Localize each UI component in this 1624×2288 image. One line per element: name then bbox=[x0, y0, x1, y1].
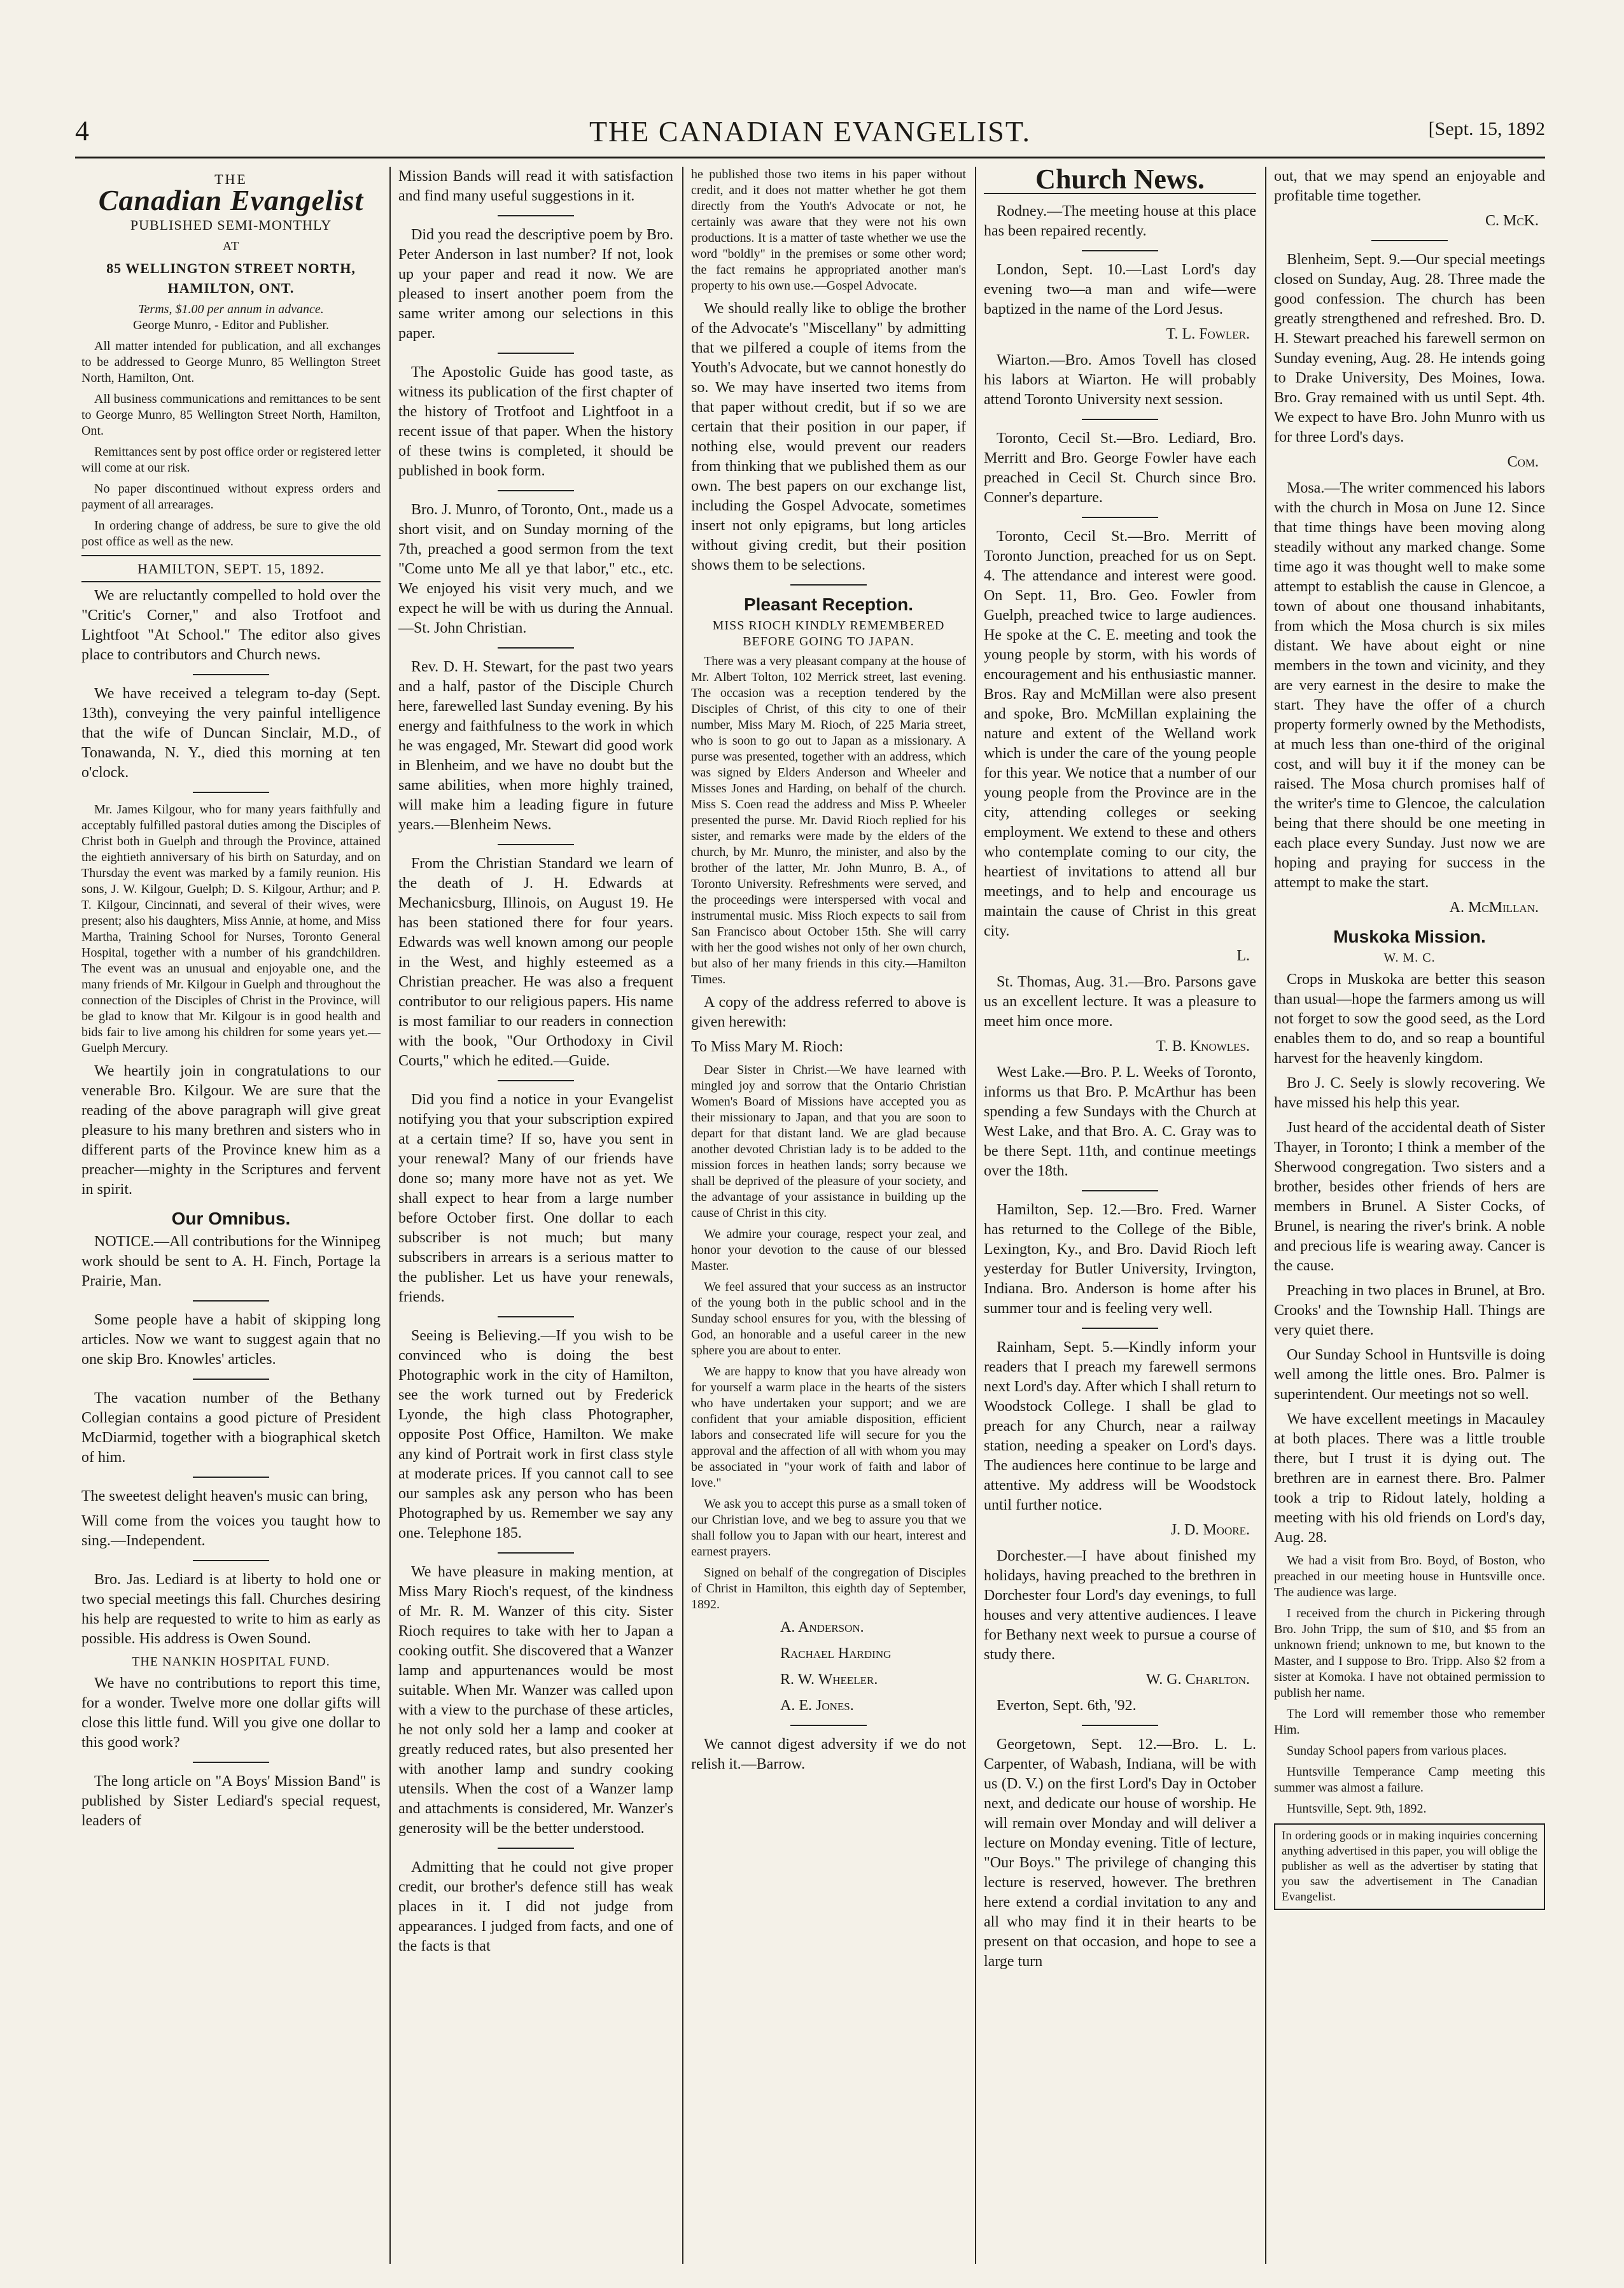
separator bbox=[498, 647, 574, 649]
column-4 bbox=[984, 167, 1256, 2267]
column-3 bbox=[691, 167, 966, 2267]
news-signature: L. bbox=[1236, 948, 1250, 964]
editorial-paragraph: We heartily join in congratulations to our venerable Bro. Kilgour. We are sure that the reading of the above paragraph will give great pleasure to his many brethren and sisters who in different parts of the Province knew him as a preacher—mighty in the Scriptures and fervent in spirit. bbox=[81, 1063, 381, 1198]
news-signature: Com. bbox=[1507, 454, 1539, 470]
masthead-rule bbox=[75, 157, 1545, 158]
omnibus-item: Some people have a habit of skipping long articles. Now we want to suggest again that no one skip Bro. Knowles' articles. bbox=[81, 1312, 381, 1368]
mission-paragraph: Huntsville Temperance Camp meeting this summer was almost a failure. bbox=[1274, 1765, 1545, 1795]
mission-paragraph: Our Sunday School in Huntsville is doing well among the little ones. Bro. Palmer is superintendent. Our meetings not so well. bbox=[1274, 1347, 1545, 1403]
address-paragraph: We admire your courage, respect your zeal, and honor your devotion to the cause of our blessed Master. bbox=[691, 1227, 966, 1273]
publication-notice: All business communications and remittances to be sent to George Munro, 85 Wellington Street North, Hamilton, Ont. bbox=[81, 392, 381, 438]
article-paragraph: We should really like to oblige the brother of the Advocate's "Miscellany" by admitting that we pilfered a couple of items from the Youth's Advocate, but we cannot honestly do so. We may have inserted two items from that paper without credit, but if so we are certain that their position in our paper, if nothing else, would prevent our readers from thinking that we published them as our own. The best papers on our exchange list, including the Gospel Advocate, sometimes insert not only epigrams, but long articles without giving credit, but their position shows them to be selections. bbox=[691, 300, 966, 573]
separator bbox=[193, 674, 269, 675]
separator bbox=[498, 1316, 574, 1317]
article-paragraph: Mission Bands will read it with satisfaction and find many useful suggestions in it. bbox=[398, 168, 673, 204]
address-paragraph: Signed on behalf of the congregation of Disciples of Christ in Hamilton, this eighth day of September, 1892. bbox=[691, 1566, 966, 1611]
news-item: Mosa.—The writer commenced his labors with the church in Mosa on June 12. Since that time things have been moving along steadily without any marked change. Some time ago it was thought well to make some attempt to establish the cause in Glencoe, a town of about one thousand inhabitants, from which the Mosa church is six miles distant. We have about eight or nine members in the town and vicinity, and they are very earnest in the desire to make the start. They have the offer of a church property formerly owned by the Methodists, at much less than one-third of the original cost, and will buy it if the money can be raised. The Mosa church promises half of the writer's time to Glencoe, the calculation being that there should be one meeting in each place every Sunday. Just now we are hoping and praying for success in the attempt to make the start. bbox=[1274, 480, 1545, 891]
news-item: Wiarton.—Bro. Amos Tovell has closed his labors at Wiarton. He will probably attend Toronto University next session. bbox=[984, 352, 1256, 408]
separator bbox=[1082, 1190, 1158, 1191]
news-item: Rodney.—The meeting house at this place has been repaired recently. bbox=[984, 203, 1256, 239]
omnibus-item: We have no contributions to report this time, for a wonder. Twelve more one dollar gifts will close this little fund. Will you give one dollar to this good work? bbox=[81, 1675, 381, 1751]
separator bbox=[498, 844, 574, 845]
separator bbox=[193, 1300, 269, 1302]
verse-line: The sweetest delight heaven's music can bring, bbox=[81, 1488, 368, 1505]
separator bbox=[498, 215, 574, 216]
mission-paragraph: I received from the church in Pickering through Bro. John Tripp, the sum of $10, and $5 from an unknown friend; unknown to me, but known to the Master, and I suppose to Bro. Tripp. Also $2 from a sister at Komoka. I have not obtained permission to publish her name. bbox=[1274, 1606, 1545, 1700]
news-signature: J. D. Moore. bbox=[1170, 1522, 1250, 1538]
news-item: Dorchester.—I have about finished my holidays, having preached to the brethren in Dorchester four Lord's day evenings, to full houses and very attentive audiences. I leave for Bethany next week to pursue a course of study there. bbox=[984, 1548, 1256, 1663]
quotation: We cannot digest adversity if we do not relish it.—Barrow. bbox=[691, 1736, 966, 1772]
mission-paragraph: We have excellent meetings in Macauley at both places. There was a little trouble there, but I trust it is dying out. The brethren are in earnest there. Bro. Palmer took a trip to Ridout lately, holding a meeting with his old friends on Lord's day, Aug. 28. bbox=[1274, 1411, 1545, 1546]
article-paragraph: There was a very pleasant company at the house of Mr. Albert Tolton, 102 Merrick street, last evening. The occasion was a reception tendered by the Disciples of Christ, of this city to one of their number, Miss Mary M. Rioch, of 225 Maria street, who is soon to go out to Japan as a missionary. A purse was presented, together with an address, which was signed by Elders Anderson and Wheeler and Misses Jones and Harding, on behalf of the church. Miss S. Coen read the address and Miss P. Wheeler presented the purse. Mr. David Rioch replied for his sister, and remarks were made by the elders of the church, by Mr. Munro, the minister, and also by the brother of the latter, Mr. John Munro, B. A., of Toronto University. Refreshments were served, and the proceedings were interspersed with vocal and instrumental music. Miss Rioch expects to sail from San Francisco about October 15th. She will carry with her the good wishes not only of her own church, but also of her many friends in this city.—Hamilton Times. bbox=[691, 654, 966, 986]
subscription-terms: Terms, $1.00 per annum in advance. bbox=[138, 302, 324, 316]
mission-dateline: Huntsville, Sept. 9th, 1892. bbox=[1287, 1802, 1427, 1816]
editorial-dateline: HAMILTON, SEPT. 15, 1892. bbox=[81, 555, 381, 582]
news-item: Hamilton, Sep. 12.—Bro. Fred. Warner has returned to the College of the Bible, Lexington, Ky., and Bro. David Rioch left yesterday for Butler University, Irvington, Indiana. Bro. Anderson is home after his summer tour and is feeling very well. bbox=[984, 1202, 1256, 1317]
news-item: Rainham, Sept. 5.—Kindly inform your readers that I preach my farewell sermons next Lord's day. After which I shall return to Woodstock College. I shall be glad to preach for any Church, near a railway station, needing a speaker on Lord's days. The audiences here continue to be large and attentive. My address will be Woodstock until further notice. bbox=[984, 1339, 1256, 1513]
separator bbox=[498, 353, 574, 354]
separator bbox=[498, 1848, 574, 1849]
article-paragraph: Admitting that he could not give proper credit, our brother's defence still has weak places in it. I did not judge from appearances. I judged from facts, and one of the facts is that bbox=[398, 1859, 673, 1955]
publication-at: AT bbox=[222, 239, 240, 253]
address-paragraph: We are happy to know that you have already won for yourself a warm place in the hearts of the sisters who have undertaken your support; and we are confident that your amiable disposition, efficient labors and consecrated life will secure for you the approval and the affection of all with whom you may be associated in "your work of faith and labor of love." bbox=[691, 1365, 966, 1490]
news-signature: A. McMillan. bbox=[1449, 899, 1539, 916]
editorial-paragraph: We have received a telegram to-day (Sept. 13th), conveying the very painful intelligence that the wife of Duncan Sinclair, M.D., of Tonawanda, N. Y., died this morning at ten o'clock. bbox=[81, 685, 381, 781]
news-item: St. Thomas, Aug. 31.—Bro. Parsons gave us an excellent lecture. It was a pleasure to meet him once more. bbox=[984, 974, 1256, 1030]
separator bbox=[193, 792, 269, 793]
subsection-heading: MISS RIOCH KINDLY REMEMBERED BEFORE GOING TO JAPAN. bbox=[712, 619, 945, 649]
verse-line: Will come from the voices you taught how to sing.—Independent. bbox=[81, 1513, 381, 1549]
column-divider bbox=[975, 167, 976, 2264]
separator bbox=[1082, 517, 1158, 518]
news-signature: W. G. Charlton. bbox=[1145, 1671, 1250, 1688]
newspaper-title: THE CANADIAN EVANGELIST. bbox=[589, 115, 1032, 148]
publication-notice: All matter intended for publication, and all exchanges to be addressed to George Munro, 85 Wellington Street North, Hamilton, Ont. bbox=[81, 339, 381, 385]
news-date: Everton, Sept. 6th, '92. bbox=[997, 1697, 1137, 1714]
article-paragraph: Did you find a notice in your Evangelist notifying you that your subscription expired at a certain time? If so, have you sent in your renewal? Many of our friends have done so; many more have not as yet. We shall expect to hear from a large number before October first. One dollar to each subscriber is not much; but many subscribers in arrears is a serious matter to the publisher. Let us have your renewals, friends. bbox=[398, 1091, 673, 1305]
separator bbox=[1371, 240, 1448, 241]
publication-notice: No paper discontinued without express orders and payment of all arrearages. bbox=[81, 482, 381, 512]
publication-address: 85 WELLINGTON STREET NORTH, HAMILTON, ONT. bbox=[106, 260, 356, 296]
article-paragraph: Bro. J. Munro, of Toronto, Ont., made us a short visit, and on Sunday morning of the 7th, preached a good sermon from the text "Come unto Me all ye that labor," etc., etc. We enjoyed his visit very much, and we expect he will be with us during the Annual.—St. John Christian. bbox=[398, 502, 673, 636]
advertiser-notice: In ordering goods or in making inquiries concerning anything advertised in this paper, you will oblige the publisher as well as the advertiser by stating that you saw the advertisement in The Canadian Evangelist. bbox=[1274, 1823, 1545, 1910]
separator bbox=[790, 584, 867, 586]
omnibus-item: Bro. Jas. Lediard is at liberty to hold one or two special meetings this fall. Churches desiring his help are requested to write to him as early as possible. His address is Owen Sound. bbox=[81, 1571, 381, 1647]
article-paragraph: Did you read the descriptive poem by Bro. Peter Anderson in last number? If not, look up your paper and read it now. We are pleased to insert another poem from the same writer among our selections in this paper. bbox=[398, 227, 673, 342]
column-divider bbox=[389, 167, 391, 2264]
subsection-heading: W. M. C. bbox=[1383, 951, 1436, 965]
signatory: R. W. Wheeler. bbox=[780, 1671, 878, 1688]
news-signature: C. McK. bbox=[1485, 213, 1539, 229]
masthead bbox=[75, 115, 1545, 153]
section-heading: Our Omnibus. bbox=[171, 1209, 291, 1228]
column-divider bbox=[682, 167, 683, 2264]
news-item: out, that we may spend an enjoyable and profitable time together. bbox=[1274, 168, 1545, 204]
separator bbox=[790, 1725, 867, 1726]
mission-paragraph: Just heard of the accidental death of Sister Thayer, in Toronto; I think a member of the Sherwood congregation. Two sisters and a brother, besides other friends of hers are members in Brunel. A Sister Cocks, of Brunel, is nearing the river's brink. A noble and precious life is wearing away. Cancer is the cause. bbox=[1274, 1119, 1545, 1274]
editorial-paragraph: We are reluctantly compelled to hold over the "Critic's Corner," and also Trotfoot and Lightfoot "At School." The editor also gives place to contributors and Church news. bbox=[81, 587, 381, 663]
column-divider bbox=[1265, 167, 1266, 2264]
news-item: West Lake.—Bro. P. L. Weeks of Toronto, informs us that Bro. P. McArthur has been spending a few Sundays with the Church at West Lake, and that Bro. A. C. Gray was to be there Sept. 11th, and continue meetings over the 18th. bbox=[984, 1064, 1256, 1179]
article-paragraph: From the Christian Standard we learn of the death of J. H. Edwards at Mechanicsburg, Illinois, on August 19. He has been stationed there for four years. Edwards was well known among our people in the West, and highly esteemed as a Christian preacher. He was also a frequent contributor to our religious papers. His name is most familiar to our readers in connection with the book, "Our Orthodoxy in Civil Courts," which he edited.—Guide. bbox=[398, 855, 673, 1069]
article-paragraph: Rev. D. H. Stewart, for the past two years and a half, pastor of the Disciple Church here, farewelled last Sunday evening. By his energy and faithfulness to the work in which he was engaged, Mr. Stewart did good work in Blenheim, and we have no doubt but the same abilities, when more highly trained, will make him a leading figure in future years.—Blenheim News. bbox=[398, 659, 673, 833]
separator bbox=[1082, 1328, 1158, 1329]
column-2 bbox=[398, 167, 673, 2267]
news-item: Toronto, Cecil St.—Bro. Lediard, Bro. Merritt and Bro. George Fowler have each preached in Cecil St. Church since Bro. Conner's departure. bbox=[984, 430, 1256, 506]
editor-line: George Munro, - Editor and Publisher. bbox=[133, 318, 329, 332]
article-paragraph: The Apostolic Guide has good taste, as witness its publication of the first chapter of the history of Trotfoot and Lightfoot in a recent issue of that paper. When the history of these twins is completed, it should be published in book form. bbox=[398, 364, 673, 479]
column-5 bbox=[1274, 167, 1545, 2267]
separator bbox=[498, 1080, 574, 1081]
separator bbox=[498, 490, 574, 491]
address-paragraph: Dear Sister in Christ.—We have learned with mingled joy and sorrow that the Ontario Christian Women's Board of Missions have accepted you as their missionary to Japan, and that you are soon to depart for that distant land. We are glad because another devoted Christian lady is to be added to the mission forces in heathen lands; sorry because we shall be deprived of the pleasure of your society, and the advantage of your assistance in building up the cause of Christ in this city. bbox=[691, 1063, 966, 1220]
column-1 bbox=[81, 167, 381, 2267]
article-paragraph: We have pleasure in making mention, at Miss Mary Rioch's request, of the kindness of Mr. R. M. Wanzer of this city. Sister Rioch requires to take with her to Japan a cooking outfit. She discovered that a Wanzer lamp and appurtenances would be most suitable. When Mr. Wanzer was called upon with a view to the purchase of these articles, he not only sold her a lamp and cooker at greatly reduced rates, but also presented her with another lamp and sundry cooking utensils. When the cost of a Wanzer lamp and attachments is considered, Mr. Wanzer's generosity will be the better understood. bbox=[398, 1564, 673, 1837]
separator bbox=[193, 1560, 269, 1561]
mission-paragraph: The Lord will remember those who remember Him. bbox=[1274, 1707, 1545, 1737]
separator bbox=[193, 1477, 269, 1478]
separator bbox=[193, 1379, 269, 1380]
mission-paragraph: Bro J. C. Seely is slowly recovering. We have missed his help this year. bbox=[1274, 1075, 1545, 1111]
signatory: Rachael Harding bbox=[780, 1645, 892, 1662]
separator bbox=[1082, 1725, 1158, 1726]
masthead-logo: Canadian Evangelist bbox=[98, 184, 364, 216]
signatory: A. E. Jones. bbox=[780, 1697, 854, 1714]
subsection-heading: THE NANKIN HOSPITAL FUND. bbox=[132, 1655, 330, 1669]
article-paragraph: A copy of the address referred to above is given herewith: bbox=[691, 994, 966, 1030]
news-item: London, Sept. 10.—Last Lord's day evening two—a man and wife—were baptized in the name of the Lord Jesus. bbox=[984, 262, 1256, 318]
news-signature: T. L. Fowler. bbox=[1166, 326, 1250, 342]
separator bbox=[1082, 419, 1158, 420]
separator bbox=[193, 1762, 269, 1763]
address-salutation: To Miss Mary M. Rioch: bbox=[691, 1039, 843, 1055]
article-paragraph: he published those two items in his paper without credit, and it does not matter whether he got them directly from the Youth's Advocate or not, he certainly was aware that they were not his own productions. It is a matter of taste whether we use the word "boldly" in the premises or some other word; the fact remains he appropriated another man's property to his own use.—Gospel Advocate. bbox=[691, 167, 966, 293]
publication-frequency: PUBLISHED SEMI-MONTHLY bbox=[130, 217, 332, 233]
address-paragraph: We feel assured that your success as an instructor of the young both in the public school and in the Sunday school ensures for you, with the blessing of God, an honorable and a useful career in the new sphere you are about to enter. bbox=[691, 1280, 966, 1358]
section-heading: Church News. bbox=[984, 169, 1256, 194]
omnibus-item: NOTICE.—All contributions for the Winnipeg work should be sent to A. H. Finch, Portage la Prairie, Man. bbox=[81, 1233, 381, 1289]
news-signature: T. B. Knowles. bbox=[1156, 1038, 1250, 1055]
mission-paragraph: We had a visit from Bro. Boyd, of Boston, who preached in our meeting house in Huntsville once. The audience was large. bbox=[1274, 1554, 1545, 1599]
editorial-paragraph: Mr. James Kilgour, who for many years faithfully and acceptably fulfilled pastoral duties among the Disciples of Christ both in Guelph and through the Province, attained the eightieth anniversary of his birth on Saturday, and on Thursday the event was marked by a family reunion. His sons, J. W. Kilgour, Guelph; D. S. Kilgour, Arthur; and P. T. Kilgour, Cincinnati, and several of their wives, were present; also his daughters, Miss Annie, at home, and Miss Martha, Training School for Nurses, Toronto General Hospital, together with a number of his grandchildren. The event was an unusual and enjoyable one, and the many friends of Mr. Kilgour in Guelph and throughout the connection of the Disciples of Christ in the Province, will be glad to know that Mr. Kilgour is in good health and bids fair to live among his children for some years yet.—Guelph Mercury. bbox=[81, 803, 381, 1055]
mission-paragraph: Crops in Muskoka are better this season than usual—hope the farmers among us will not forget to sow the good seed, as the Lord enables them to do, and so reap a bountiful harvest for the heavenly kingdom. bbox=[1274, 971, 1545, 1067]
mission-paragraph: Preaching in two places in Brunel, at Bro. Crooks' and the Township Hall. Things are very quiet there. bbox=[1274, 1282, 1545, 1338]
section-heading: Pleasant Reception. bbox=[743, 594, 914, 614]
news-item: Blenheim, Sept. 9.—Our special meetings closed on Sunday, Aug. 28. Three made the good confession. The church has been greatly strengthened and refreshed. Bro. D. H. Stewart preached his farewell sermon on Sunday evening, Aug. 28. He intends going to Drake University, Des Moines, Iowa. Bro. Gray remained with us until Sept. 4th. We expect to have Bro. John Munro with us for three Lord's days. bbox=[1274, 251, 1545, 446]
news-item: Toronto, Cecil St.—Bro. Merritt of Toronto Junction, preached for us on Sept. 4. The attendance and interest were good. On Sept. 11, Bro. Geo. Fowler from Guelph, preached twice to large audiences. He spoke at the C. E. meeting and took the young people by storm, with his words of encouragement and his enthusiastic manner. Bros. Ray and McMillan were also present and spoke, Bro. McMillan explaining the nature and extent of the Welland work which is under the care of the young people for this year. We notice that a number of our young people from the Province are in the city, attending colleges or seeking employment. We extend to these and others who contemplate coming to our city, the heartiest of invitations to attend all bur meetings, and to help and encourage us maintain the cause of Christ in this great city. bbox=[984, 528, 1256, 939]
page-number: 4 bbox=[75, 115, 89, 146]
advertisement-paragraph: Seeing is Believing.—If you wish to be convinced who is doing the best Photographic work in the city of Hamilton, see the work turned out by Frederick Lyonde, the high class Photographer, opposite Post Office, Hamilton. We make any kind of Portrait work in first class style at moderate prices. If you cannot call to see our samples ask any person who has been Photographed by us. Remember we say any one. Telephone 185. bbox=[398, 1328, 673, 1541]
omnibus-item: The long article on "A Boys' Mission Band" is published by Sister Lediard's special request, leaders of bbox=[81, 1773, 381, 1829]
section-heading: Muskoka Mission. bbox=[1333, 927, 1486, 946]
omnibus-item: The vacation number of the Bethany Collegian contains a good picture of President McDiarmid, together with a biographical sketch of him. bbox=[81, 1390, 381, 1466]
address-paragraph: We ask you to accept this purse as a small token of our Christian love, and we beg to assure you that we shall follow you to Japan with our heart, interest and earnest prayers. bbox=[691, 1497, 966, 1559]
separator bbox=[1082, 250, 1158, 251]
publication-notice: In ordering change of address, be sure to give the old post office as well as the new. bbox=[81, 519, 381, 549]
publication-notice: Remittances sent by post office order or registered letter will come at our risk. bbox=[81, 445, 381, 475]
mission-paragraph: Sunday School papers from various places. bbox=[1287, 1744, 1507, 1758]
masthead-the: THE bbox=[214, 171, 248, 187]
signatory: A. Anderson. bbox=[780, 1619, 864, 1636]
news-item: Georgetown, Sept. 12.—Bro. L. L. Carpenter, of Wabash, Indiana, will be with us (D. V.) on the first Lord's Day in October next, and dedicate our house of worship. He will remain over Monday and will deliver a lecture on Monday evening. Title of lecture, "Our Boys." The privilege of changing this lecture is reserved, however. The brethren here extend a cordial invitation to any and all who may find it in their hearts to be present on that occasion, and hope to see a large turn bbox=[984, 1736, 1256, 1970]
separator bbox=[498, 1552, 574, 1554]
issue-date: [Sept. 15, 1892 bbox=[1428, 118, 1545, 139]
